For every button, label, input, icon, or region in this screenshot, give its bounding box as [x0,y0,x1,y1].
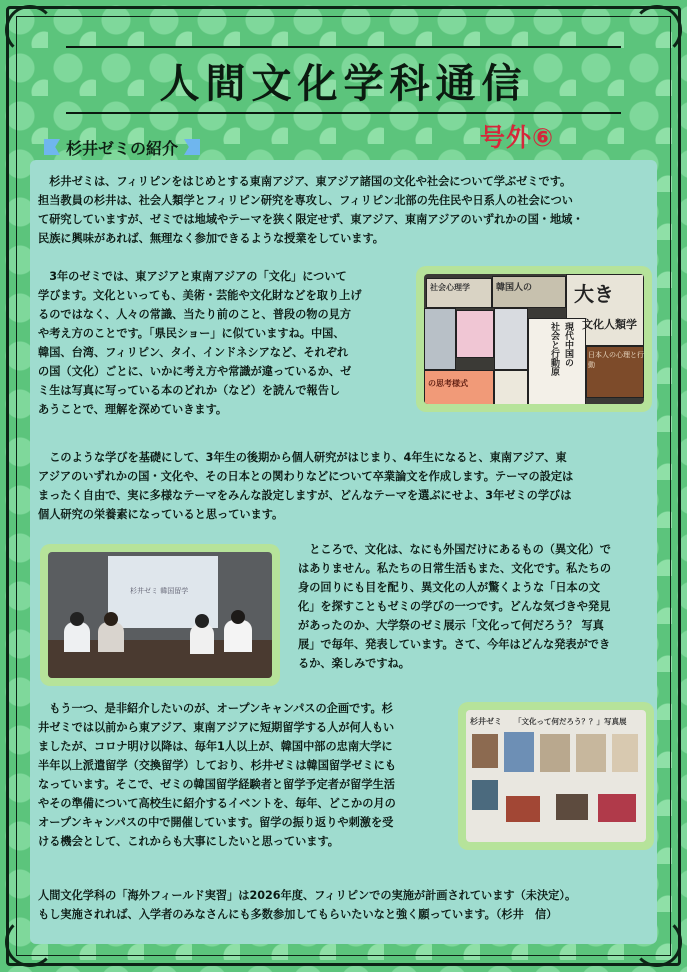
text-line: あうことで、理解を深めていきます。 [38,403,228,416]
text-line: があったのか、大学祭のゼミ展示「文化って何だろう？ 写真 [298,619,604,632]
text-line: 韓国、台湾、フィリピン、タイ、インドネシアなど、それぞれ [38,346,349,359]
text-line: ところで、文化は、なにも外国だけにあるもの（異文化）で [298,543,611,556]
book-label: 日本人の心理と行動 [588,351,644,369]
book-label: 大き [574,282,614,306]
paragraph-research [38,448,573,524]
book-label: の思考様式 [428,379,468,388]
text-line: ける機会として、これからも大事にしたいと思っています。 [38,835,339,848]
exhibit-photo [458,702,654,850]
books-image [424,274,644,404]
text-line: の国（文化）ごとに、いかに考え方や常識が違っているか、ゼ [38,365,352,378]
text-line: 井ゼミでは以前から東アジア、東南アジアに短期留学する人が何人もい [38,721,395,734]
text-line: はありません。私たちの日常生活もまた、文化です。私たちの [298,562,612,575]
text-line: まったく自由で、実に多様なテーマをみんな設定しますが、どんなテーマを選ぶにせよ、3年ゼミの学びは [38,489,572,502]
book-label: 韓国人の [496,283,533,293]
text-line: 3年のゼミでは、東アジアと東南アジアの「文化」について [38,270,347,283]
book-label: 社会心理学 [430,283,470,292]
text-line: 人間文化学科の「海外フィールド実習」は2026年度、フィリピンでの実施が計画されています（未決定）。 [38,889,577,902]
seminar-photo [40,544,280,686]
text-line: るのではなく、人々の常識、当たり前のこと、普段の物の見方 [38,308,352,321]
text-line: や考え方のことです。「県民ショー」に似ていますね。中国、 [38,327,345,340]
text-line: ミ生は写真に写っている本のどれか（など）を読んで報告し [38,384,341,397]
paragraph-third-year [38,267,362,419]
text-line: ましたが、コロナ明け以降は、毎年1人以上が、韓国中部の忠南大学に [38,740,393,753]
title-rule-top [66,46,621,48]
text-line: 担当教員の杉井は、社会人類学とフィリピン研究を専攻し、フィリピン北部の先住民や日系人の社会につい [38,194,573,207]
paragraph-field-practice [38,886,576,924]
title-rule-bottom [66,112,621,114]
paragraph-intro [38,172,584,248]
book-label: 文化人類学 [582,318,637,331]
flag-left-icon [44,139,60,155]
exhibit-image [466,710,646,842]
book-label: 現代中国の [563,322,573,367]
flag-right-icon [184,139,200,155]
text-line: やその準備について高校生に紹介するイベントを、毎年、どこかの月の [38,797,396,810]
text-line: 化」を探すこともゼミの学びの一つです。どんな気づきや発見 [298,600,611,613]
text-line: このような学びを基礎にして、3年生の後期から個人研究がはじまり、4年生になると、東南アジア、東 [38,451,567,464]
text-line: アジアのいずれかの国・文化や、その日本との関わりなどについて卒業論文を作成します。テーマの設定は [38,470,574,483]
books-photo [416,266,652,412]
text-line: るか、楽しみですね。 [298,657,410,670]
text-line: 展」で毎年、発表しています。さて、今年はどんな発表ができ [298,638,611,651]
section-heading-text: 杉井ゼミの紹介 [66,138,179,158]
text-line: 杉井ゼミは、フィリピンをはじめとする東南アジア、東アジア諸国の文化や社会について学ぶゼミです。 [38,175,572,188]
paragraph-open-campus [38,699,396,851]
text-line: もし実施されれば、入学者のみなさんにも多数参加してもらいたいなと強く願っています。（杉井 信） [38,908,558,921]
seminar-image [48,552,272,678]
paragraph-culture [298,540,611,673]
text-line: 半年以上派遣留学（交換留学）しており、杉井ゼミは韓国留学ゼミにも [38,759,397,772]
exhibit-header-left: 杉井ゼミ [470,717,502,726]
text-line: 民族に興味があれば、無理なく参加できるような授業をしています。 [38,232,384,245]
text-line: オープンキャンパスの中で開催しています。留学の振り返りや刺激を受 [38,816,394,829]
text-line: 身の回りにも目を配り、異文化の人が驚くような「日本の文 [298,581,601,594]
text-line: 学びます。文化といっても、美術・芸能や文化財などを取り上げ [38,289,362,302]
text-line: 個人研究の栄養素になっていると思っています。 [38,508,284,521]
text-line: て研究していますが、ゼミでは地域やテーマを狭く限定せず、東アジア、東南アジアのいずれかの国・地域・ [38,213,584,226]
text-line: なっています。そこで、ゼミの韓国留学経験者と留学予定者が留学生活 [38,778,395,791]
exhibit-header-title: 「文化って何だろう？？」写真展 [514,717,627,726]
book-label: 社会と行動原 [549,322,559,376]
special-issue-label: 号外⑥ [480,123,555,152]
text-line: もう一つ、是非紹介したいのが、オープンキャンパスの企画です。杉 [38,702,393,715]
section-heading [38,134,206,160]
screen-text: 杉井ゼミ 韓国留学 [130,587,189,595]
newsletter-title: 人間文化学科通信 [159,60,528,107]
